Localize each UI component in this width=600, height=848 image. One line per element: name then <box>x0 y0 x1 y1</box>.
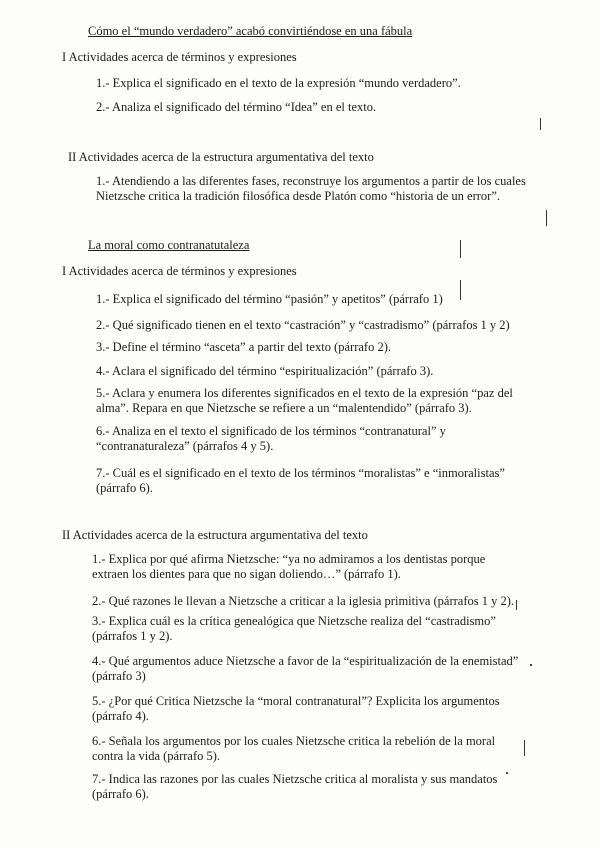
scan-dot <box>506 772 508 774</box>
scan-mark <box>516 600 517 610</box>
section3-item-2: 2.- Qué significado tienen en el texto “castración” y “castradismo” (párrafos 1 y 2) <box>96 318 510 332</box>
scan-dot <box>530 664 532 666</box>
section3-item-5: 5.- Aclara y enumera los diferentes significados en el texto de la expresión “paz del alma”. Repara en que Nietzsche se refiere a un “malentendido” (párrafo 3). <box>96 386 513 415</box>
section3-item-4: 4.- Aclara el significado del término “espiritualización” (párrafo 3). <box>96 364 434 378</box>
section1-heading: I Actividades acerca de términos y expresiones <box>62 50 297 64</box>
section3-heading: I Actividades acerca de términos y expresiones <box>62 264 297 278</box>
scan-mark <box>460 240 461 258</box>
section3-item-3: 3.- Define el término “asceta” a partir del texto (párrafo 2). <box>96 340 391 354</box>
section4-heading: II Actividades acerca de la estructura argumentativa del texto <box>62 528 368 542</box>
section4-item-2: 2.- Qué razones le llevan a Nietzsche a criticar a la iglesia primitiva (párrafos 1 y 2). <box>92 594 515 608</box>
section4-item-7: 7.- Indica las razones por las cuales Nietzsche critica al moralista y sus mandatos (párrafo 6). <box>92 772 498 801</box>
section3-item-1: 1.- Explica el significado del término “pasión” y apetitos” (párrafo 1) <box>96 292 443 306</box>
section1-item-2: 2.- Analiza el significado del término “Idea” en el texto. <box>96 100 377 114</box>
section4-item-5: 5.- ¿Por qué Critica Nietzsche la “moral contranatural”? Explicita los argumentos (párrafo 4). <box>92 694 500 723</box>
section4-item-1: 1.- Explica por qué afirma Nietzsche: “ya no admiramos a los dentistas porque extraen los dientes para que no sigan doliendo…” (párrafo 1). <box>92 552 486 581</box>
section4-item-4: 4.- Qué argumentos aduce Nietzsche a favor de la “espiritualización de la enemistad” (párrafo 3) <box>92 654 519 683</box>
document-title: Cómo el “mundo verdadero” acabó convirtiéndose en una fábula <box>88 24 413 38</box>
section3-item-7: 7.- Cuál es el significado en el texto de los términos “moralistas” e “inmoralistas” (párrafo 6). <box>96 466 505 495</box>
section2-heading: II Actividades acerca de la estructura argumentativa del texto <box>68 150 374 164</box>
section4-item-6: 6.- Señala los argumentos por los cuales Nietzsche critica la rebelión de la moral contra la vida (párrafo 5). <box>92 734 496 763</box>
scan-mark <box>460 280 461 300</box>
section1-item-1: 1.- Explica el significado en el texto de la expresión “mundo verdadero”. <box>96 76 461 90</box>
scan-mark <box>546 210 547 226</box>
section-subtitle: La moral como contranatutaleza <box>88 238 250 252</box>
section4-item-3: 3.- Explica cuál es la crítica genealógica que Nietzsche realiza del “castradismo” (párrafos 1 y 2). <box>92 614 496 643</box>
section3-item-6: 6.- Analiza en el texto el significado de los términos “contranatural” y “contranaturaleza” (párrafos 4 y 5). <box>96 424 446 453</box>
scan-mark <box>524 740 525 756</box>
section2-item-1: 1.- Atendiendo a las diferentes fases, reconstruye los argumentos a partir de los cuales Nietzsche critica la tradición filosófica desde Platón como “historia de un error”. <box>96 174 526 203</box>
scan-mark <box>540 118 541 130</box>
